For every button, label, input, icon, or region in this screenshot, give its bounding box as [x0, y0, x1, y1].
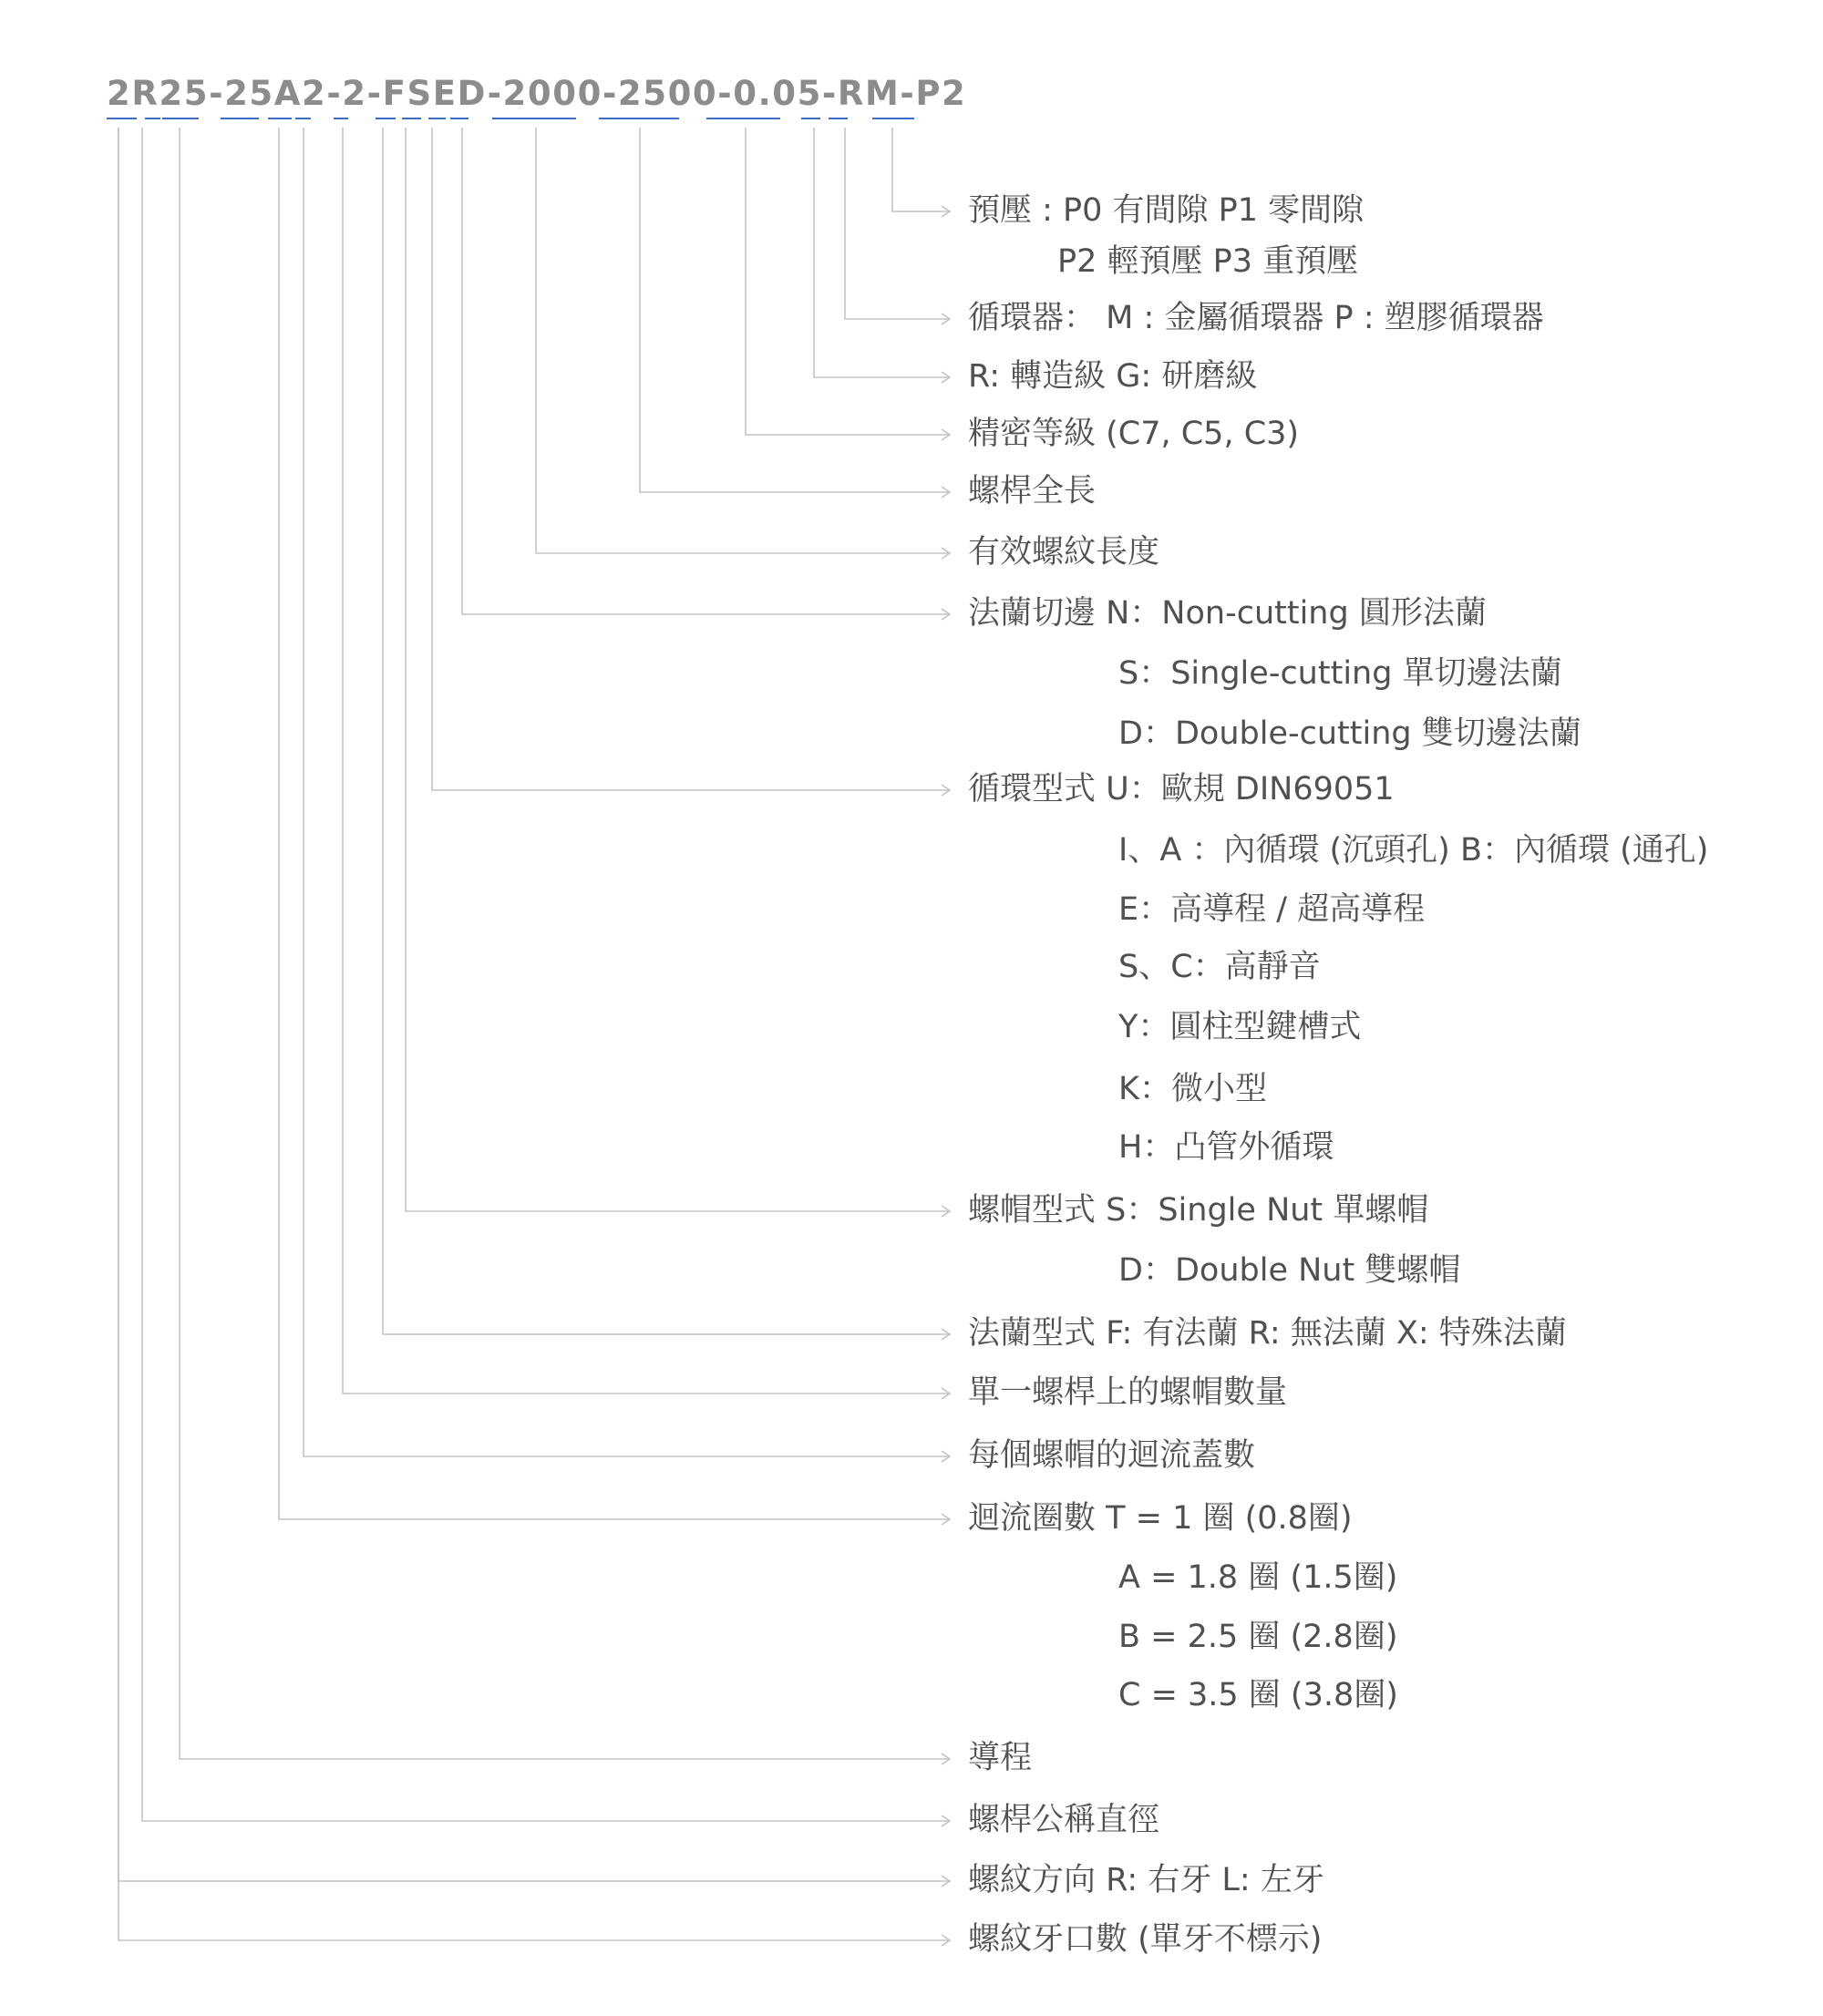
legend-text-circulation-type: K：微小型: [1118, 1071, 1267, 1107]
leader-line-circuits: [279, 128, 950, 1519]
leader-line-lead: [180, 128, 950, 1759]
legend-text-circuits: 迴流圈數 T = 1 圈 (0.8圈): [968, 1500, 1353, 1537]
legend-text-preload: P2 輕預壓 P3 重預壓: [1057, 243, 1359, 280]
legend-text-flange-cut: S：Single-cutting 單切邊法蘭: [1118, 655, 1562, 692]
leader-line-preload: [892, 128, 950, 211]
legend-text-circulation-type: H：凸管外循環: [1118, 1129, 1334, 1166]
leader-line-accuracy-grade: [746, 128, 950, 435]
legend-text-thread-starts: 螺紋牙口數 (單牙不標示): [968, 1921, 1323, 1958]
leader-line-flange-type: [383, 128, 950, 1334]
model-code: 2R25-25A2-2-FSED-2000-2500-0.05-RM-P2: [107, 74, 967, 113]
legend-text-nuts-per-screw: 單一螺桿上的螺帽數量: [968, 1374, 1288, 1411]
legend-text-nut-type: D：Double Nut 雙螺帽: [1118, 1252, 1461, 1289]
legend-text-circulation-type: E：高導程 / 超高導程: [1118, 891, 1426, 928]
legend-text-circuits: B = 2.5 圈 (2.8圈): [1118, 1619, 1398, 1655]
legend-text-thread-direction: 螺紋方向 R: 右牙 L: 左牙: [968, 1862, 1324, 1898]
legend-text-preload: 預壓 : P0 有間隙 P1 零間隙: [968, 192, 1365, 229]
leader-line-screw-total-length: [640, 128, 950, 492]
leader-line-nuts-per-screw: [343, 128, 950, 1394]
legend-text-flange-type: 法蘭型式 F: 有法蘭 R: 無法蘭 X: 特殊法蘭: [968, 1315, 1567, 1352]
leader-line-return-caps: [304, 128, 950, 1456]
leader-line-deflector: [845, 128, 950, 319]
leader-line-thread-direction: [118, 128, 950, 1881]
leader-line-nut-type: [406, 128, 950, 1211]
leader-line-nominal-diameter: [142, 128, 950, 1821]
legend-text-nut-type: 螺帽型式 S：Single Nut 單螺帽: [968, 1192, 1429, 1229]
legend-text-lead: 導程: [968, 1740, 1033, 1776]
legend-text-screw-total-length: 螺桿全長: [968, 473, 1097, 509]
legend-text-circulation-type: S、C：高靜音: [1118, 949, 1321, 985]
legend-text-flange-cut: 法蘭切邊 N：Non-cutting 圓形法蘭: [968, 595, 1487, 632]
leader-line-thread-length: [536, 128, 950, 553]
leader-line-thread-starts: [118, 128, 950, 1940]
leader-line-screw-grade: [814, 128, 950, 377]
legend-text-circuits: A = 1.8 圈 (1.5圈): [1118, 1559, 1398, 1596]
legend-text-thread-length: 有效螺紋長度: [968, 534, 1160, 571]
legend-text-accuracy-grade: 精密等級 (C7, C5, C3): [968, 416, 1300, 452]
legend-text-flange-cut: D：Double-cutting 雙切邊法蘭: [1118, 715, 1581, 752]
legend-text-circuits: C = 3.5 圈 (3.8圈): [1118, 1677, 1398, 1713]
legend-text-deflector: 循環器： M : 金屬循環器 P : 塑膠循環器: [968, 300, 1544, 336]
legend-text-circulation-type: I、A ：內循環 (沉頭孔) B：內循環 (通孔): [1118, 832, 1709, 869]
legend-text-circulation-type: Y：圓柱型鍵槽式: [1118, 1009, 1362, 1045]
legend-text-screw-grade: R: 轉造級 G: 研磨級: [968, 358, 1258, 395]
legend-text-return-caps: 每個螺帽的迴流蓋數: [968, 1437, 1256, 1474]
leader-line-circulation-type: [432, 128, 950, 790]
legend-text-nominal-diameter: 螺桿公稱直徑: [968, 1802, 1160, 1838]
legend-text-circulation-type: 循環型式 U：歐規 DIN69051: [968, 771, 1395, 807]
